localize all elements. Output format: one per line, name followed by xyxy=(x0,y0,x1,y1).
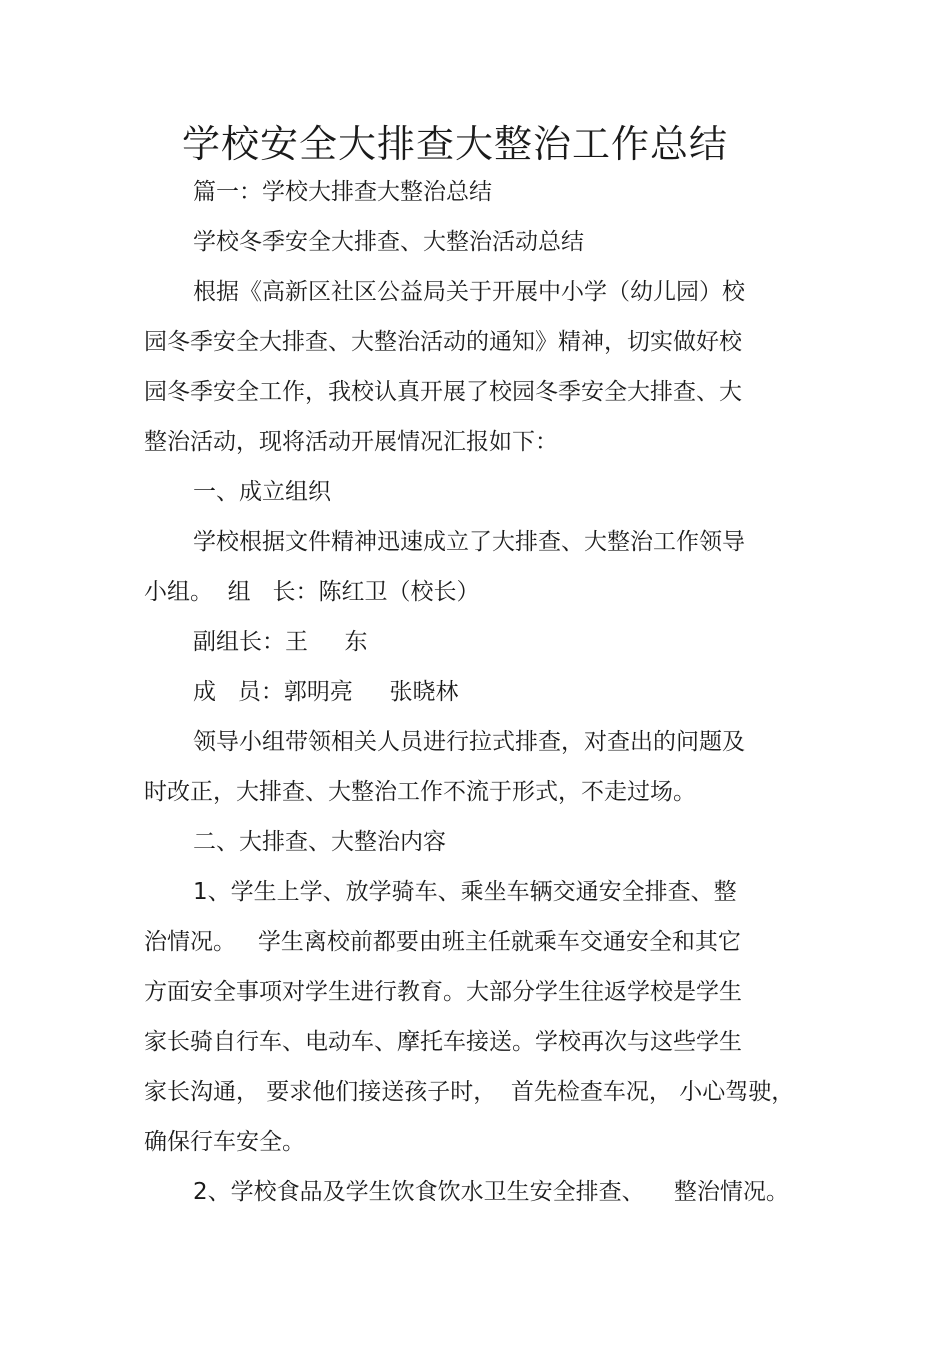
paragraph-line: 确保行车安全。 xyxy=(144,1129,305,1155)
paragraph-line: 成 员：郭明亮 张晓林 xyxy=(193,679,459,705)
paragraph-line: 园冬季安全大排查、大整治活动的通知》精神，切实做好校 xyxy=(144,329,742,355)
paragraph-line: 根据《高新区社区公益局关于开展中小学（幼儿园）校 xyxy=(193,279,745,305)
section-heading-one: 一、成立组织 xyxy=(193,479,331,505)
paragraph-line: 学校根据文件精神迅速成立了大排查、大整治工作领导 xyxy=(193,529,745,555)
paragraph-line: 1、学生上学、放学骑车、乘坐车辆交通安全排查、整 xyxy=(193,879,737,905)
document-title: 学校安全大排查大整治工作总结 xyxy=(181,122,728,166)
paragraph-line: 家长骑自行车、电动车、摩托车接送。学校再次与这些学生 xyxy=(144,1029,742,1055)
paragraph-line: 家长沟通， 要求他们接送孩子时， 首先检查车况， 小心驾驶， xyxy=(144,1079,795,1105)
paragraph-line: 方面安全事项对学生进行教育。大部分学生往返学校是学生 xyxy=(144,979,742,1005)
paragraph-line: 领导小组带领相关人员进行拉式排查，对查出的问题及 xyxy=(193,729,745,755)
subtitle-part-one: 篇一：学校大排查大整治总结 xyxy=(193,179,492,205)
paragraph-line: 整治活动，现将活动开展情况汇报如下： xyxy=(144,429,558,455)
paragraph-line: 2、学校食品及学生饮食饮水卫生安全排查、 整治情况。 xyxy=(193,1179,789,1205)
paragraph-line: 小组。 组 长：陈红卫（校长） xyxy=(144,579,480,605)
paragraph-line: 治情况。 学生离校前都要由班主任就乘车交通安全和其它 xyxy=(144,929,741,955)
paragraph-line: 时改正，大排查、大整治工作不流于形式，不走过场。 xyxy=(144,779,696,805)
paragraph-line: 副组长：王 东 xyxy=(193,629,368,655)
section-heading-two: 二、大排查、大整治内容 xyxy=(193,829,446,855)
section-heading: 学校冬季安全大排查、大整治活动总结 xyxy=(193,229,584,255)
paragraph-line: 园冬季安全工作，我校认真开展了校园冬季安全大排查、大 xyxy=(144,379,742,405)
